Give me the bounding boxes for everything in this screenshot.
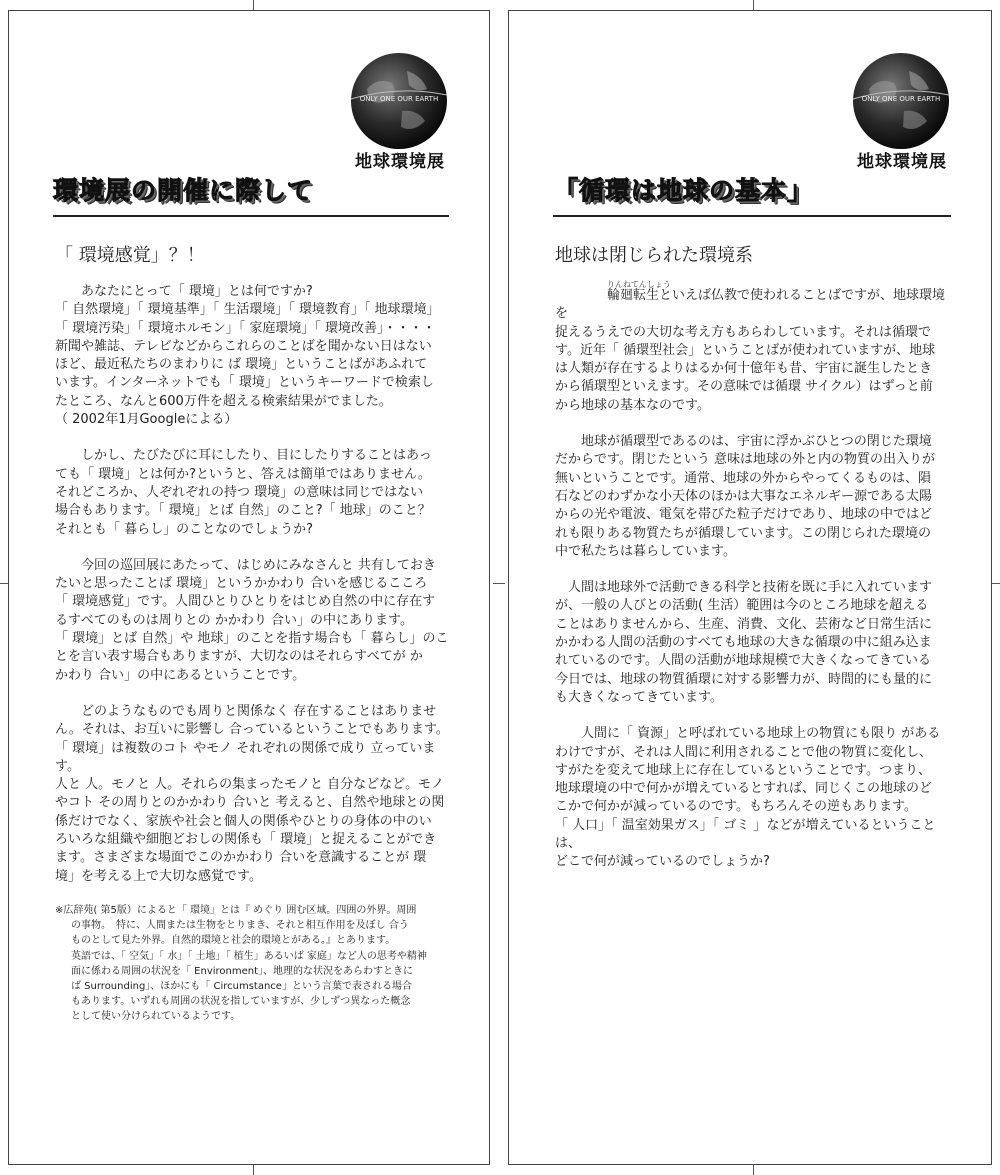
text-line: とを言い表す場合もありますが、大切なのはそれらすべてが か [55,649,423,665]
text-line: から地球の基本なのです。 [555,397,710,413]
paragraph-2 [55,447,449,538]
ruby-term [581,280,671,305]
text-line: 無いということです。通常、地球の外からやってくるものは、隕 [555,470,931,486]
text-line: かかわる人間の活動のすべても地球の大きな循環の中に組み込ま [555,635,932,651]
text-line: こかで何かが減っているのです。もちろんその逆もあります。 [555,799,917,815]
paragraph-3 [555,579,951,707]
text-line: れも限りある物質たちが循環しています。この閉じられた環境の [555,525,931,541]
right-page [508,10,992,1165]
note-line: もあります。いずれも周囲の状況を指していますが、少しずつ異なった概念 [71,996,411,1008]
text-line: からの光や電波、電気を帯びた粒子だけであり、地球の中ではど [555,507,933,523]
section-subtitle: 「 環境感覚」？！ [55,245,205,266]
note-line: 面に係わる周囲の状況を「 Environment」、地理的な状況をあらわすときに [71,965,414,977]
text-line: 人間は地球外で活動できる科学と技術を既に手に入れています [568,580,933,596]
text-line: 境」を考える上で大切な感覚です。 [55,868,262,884]
text-line: も大きくなってきています。 [555,689,723,705]
text-line: 地球が循環型であるのは、宇宙に浮かぶひとつの閉じた環境 [581,434,932,450]
note-line: として使い分けられているようです。 [71,1011,241,1023]
paragraph-2 [555,433,951,561]
text-line: 今日では、地球の物質循環に対する影響力が、時間的にも量的に [555,671,933,687]
svg-text:ONLY ONE OUR EARTH: ONLY ONE OUR EARTH [359,95,439,103]
text-line: たところ、なんと600万件を超える検索結果がでました。 [55,393,392,409]
note-line: ※広辞苑( 第5版）によると「 環境」とは『 めぐり 囲む区域。四囲の外界。周囲 [55,905,417,916]
text-line: るすべてのものは周りとの かかわり 合い」の中にあります。 [55,612,413,628]
left-page [8,10,490,1165]
page-title: 環境展の開催に際して [53,176,314,205]
text-line: 「 環境感覚」です。人間ひとりひとりをはじめ自然の中に存在す [55,594,436,610]
text-line: それとも「 暮らし」のことなのでしょうか? [55,521,314,537]
body-text [555,280,951,872]
crop-mark [493,583,505,584]
svg-text:ONLY ONE OUR EARTH: ONLY ONE OUR EARTH [861,95,941,103]
text-line: ろいろな組織や細胞どおしの関係も「 環境」と捉えることができ [55,832,437,848]
text-line: やコト その周りとのかかわり 合いと 考えると、自然や地球との関 [55,795,445,811]
text-line: 「 環境」とば 自然」や 地球」のことを指す場合も「 暮らし」のこ [55,631,449,647]
earth-globe-icon [347,49,451,153]
text-line: だからです。閉じたという 意味は地球の外と内の物質の出入りが [555,452,935,468]
text-line: ます。さまざまな場面でこのかかわり 合いを意識することが 環 [55,850,427,866]
text-line: 「 自然環境」「 環境基準」「 生活環境」「 環境教育」「 地球環境」 [55,302,440,318]
text-line: どのようなものでも周りと関係なく 存在することはありませ [81,703,437,719]
text-line: います。インターネットでも「 環境」というキーワードで検索し [55,375,434,391]
text-line: 場合もあります。「 環境」とば 自然」のこと?「 地球」のこと？ [55,503,431,519]
text-line: 石などのわずかな小天体のほかは大事なエネルギー源である太陽 [555,488,933,504]
text-line: れているのです。人間の活動が地球規模で大きくなってきている [555,653,931,669]
text-line: あなたにとって「 環境」とは何ですか? [81,284,313,299]
page-title-bar [553,175,951,217]
brand-label: 地球環境展 [355,152,445,172]
text-line: 新聞や雑誌、テレビなどからこれらのことばを聞かない日はない [55,338,432,354]
text-span: といえば仏教で使われることばですが、地球環境を [555,288,946,322]
text-line: ほど、最近私たちのまわりに ば 環境」ということばがあふれて [55,357,428,373]
text-line: たいと思ったことば 環境」というかかわり 合いを感じるこころ [55,576,428,592]
body-text [55,283,449,886]
footnote [55,903,445,1025]
paragraph-4 [55,703,449,886]
note-line: ば Surrounding」、ほかにも「 Circumstance」という言葉で表される場合 [71,981,412,993]
text-line: す。近年「 循環型社会」ということばが使われていますが、地球 [555,342,936,358]
page-title-bar [53,175,449,217]
section-subtitle: 地球は閉じられた環境系 [555,245,753,266]
text-line [555,280,951,324]
note-line: ものとして見た外界。自然的環境と社会的環境とがある。』とあります。 [71,935,396,947]
text-line: は人類が存在するよりはるか何十億年も昔、宇宙に誕生したとき [555,361,933,377]
ruby-base: 輪廻転生 [607,288,660,303]
text-line: が、一般の人びとの活動( 生活）範囲は今のところ地球を超える [555,598,929,614]
paragraph-4 [555,725,951,871]
text-line: ても「 環境」とは何か?というと、答えは簡単ではありません。 [55,466,431,482]
text-line: 「 環境」は複数のコト やモノ それぞれの関係で成り 立っています。 [55,740,436,774]
text-line: かわり 合い」の中にあるということです。 [55,667,306,683]
text-line: すがたを変えて地球上に存在しているということです。つまり、 [555,762,931,778]
brand-label: 地球環境展 [857,152,947,172]
note-line: の事物。 特に、人間または生物をとりまき、それと相互作用を及ぼし 合う [71,920,409,932]
paragraph-3 [55,557,449,685]
earth-globe-icon [849,49,953,153]
note-line: 英語では、「 空気」「 水」「 土地」「 植生」あるいば 家庭」など人の思考や精神 [71,950,427,962]
text-line: 今回の巡回展にあたって、はじめにみなさんと 共有しておき [81,557,436,573]
text-line: しかし、たびたびに耳にしたり、目にしたりすることはあっ [81,448,432,464]
text-line: （ 2002年1月Googleによる） [55,412,238,428]
text-line: わけですが、それは人間に利用されることで他の物質に変化し、 [555,744,933,760]
text-line: 中で私たちは暮らしています。 [555,543,736,559]
text-line: 係だけでなく、家族や社会と個人の関係やひとりの身体の中のい [55,813,432,829]
text-line: 「 人口」「 温室効果ガス」「 ゴミ 」などが増えているということは、 [555,817,936,852]
text-line: それどころか、人ぞれぞれの持つ 環境」の意味は同じではない [55,484,424,500]
text-line: 「 環境汚染」「 環境ホルモン」「 家庭環境」「 環境改善」・・・・ [55,320,436,336]
text-line: 人間に「 資源」と呼ばれている地球上の物質にも限り がある [581,726,941,742]
page-title: 「循環は地球の基本」 [553,176,814,205]
ruby-reading: りんねてんしょう [607,280,671,289]
paragraph-1 [555,280,951,415]
earth-logo [849,49,953,153]
paragraph-1 [55,283,449,429]
text-line: ん。それは、お互いに影響し 合っているということでもあります。 [55,722,449,738]
earth-logo [347,49,451,153]
text-line: 人と 人。モノと 人。それらの集まったモノと 自分などなど。モノ [55,777,445,793]
text-line: から循環型といえます。その意味では循環 サイクル）はずっと前 [555,379,933,395]
text-line: 地球環境の中で何かが増えているとすれば、同じくこの地球のど [555,781,933,797]
text-line: 捉えるうえでの大切な考え方もあらわしています。それは循環で [555,324,931,340]
text-line: ことはありませんから、生産、消費、文化、芸術など日常生活に [555,616,933,632]
text-line: どこで何が減っているのでしょうか? [555,854,770,870]
